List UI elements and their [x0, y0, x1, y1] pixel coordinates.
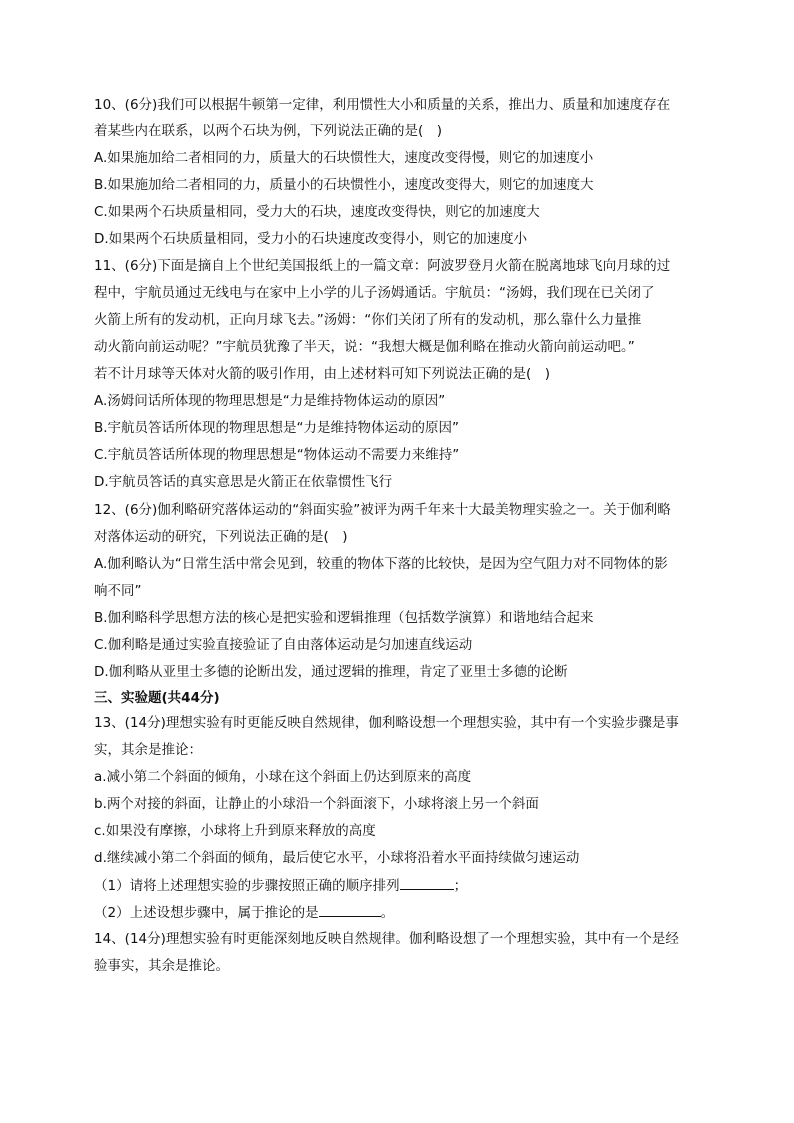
- q14-stem-line-1: 14、(14分)理想实验有时更能深刻地反映自然规律。伽利略设想了一个理想实验，其中有一个是经: [94, 931, 679, 947]
- q12-option-a-line-1: A.伽利略认为“日常生活中常会见到，较重的物体下落的比较快，是因为空气阻力对不同物体的影: [94, 556, 668, 572]
- q11-stem-line-5: 若不计月球等天体对火箭的吸引作用，由上述材料可知下列说法正确的是( ): [94, 366, 551, 382]
- q12-option-c: C.伽利略是通过实验直接验证了自由落体运动是匀加速直线运动: [94, 637, 473, 653]
- q12-stem-line-1: 12、(6分)伽利略研究落体运动的“斜面实验”被评为两千年来十大最美物理实验之一。关于伽利略: [94, 502, 671, 518]
- q11-stem-line-1: 11、(6分)下面是摘自上个世纪美国报纸上的一篇文章：阿波罗登月火箭在脱离地球飞向月球的过: [94, 258, 671, 274]
- q10-stem-line-1: 10、(6分)我们可以根据牛顿第一定律，利用惯性大小和质量的关系，推出力、质量和加速度存在: [94, 97, 671, 113]
- q13-sub-question-1: [94, 875, 467, 896]
- q11-stem-line-2: 程中，宇航员通过无线电与在家中上小学的儿子汤姆通话。宇航员：“汤姆，我们现在已关闭了: [94, 285, 655, 301]
- q13-step-a: a.减小第二个斜面的倾角，小球在这个斜面上仍达到原来的高度: [94, 769, 472, 785]
- q11-option-c: C.宇航员答话所体现的物理思想是“物体运动不需要力来维持”: [94, 447, 460, 463]
- q13-sub2-answer-blank[interactable]: [319, 902, 381, 917]
- q12-option-a-line-2: 响不同”: [94, 583, 142, 599]
- q13-sub1-prefix: （1）请将上述理想实验的步骤按照正确的顺序排列: [94, 878, 400, 894]
- q13-step-b: b.两个对接的斜面，让静止的小球沿一个斜面滚下，小球将滚上另一个斜面: [94, 796, 539, 812]
- q13-sub1-answer-blank[interactable]: [400, 875, 454, 890]
- q13-sub1-suffix: ；: [453, 878, 468, 894]
- q13-stem-line-2: 实，其余是推论：: [94, 742, 202, 758]
- q10-stem-line-2: 着某些内在联系，以两个石块为例，下列说法正确的是( ): [94, 123, 443, 139]
- q10-option-b: B.如果施加给二者相同的力，质量小的石块惯性小，速度改变得大，则它的加速度大: [94, 177, 594, 193]
- q11-option-d: D.宇航员答话的真实意思是火箭正在依靠惯性飞行: [94, 474, 393, 490]
- q14-stem-line-2: 验事实，其余是推论。: [94, 958, 229, 974]
- q10-option-c: C.如果两个石块质量相同，受力大的石块，速度改变得快，则它的加速度大: [94, 204, 540, 220]
- q13-stem-line-1: 13、(14分)理想实验有时更能反映自然规律，伽利略设想一个理想实验，其中有一个实验步骤是事: [94, 715, 679, 731]
- q11-stem-line-4: 动火箭向前运动呢？”宇航员犹豫了半天，说：“我想大概是伽利略在推动火箭向前运动吧。”: [94, 339, 635, 355]
- q13-step-c: c.如果没有摩擦，小球将上升到原来释放的高度: [94, 823, 376, 839]
- q10-option-a: A.如果施加给二者相同的力，质量大的石块惯性大，速度改变得慢，则它的加速度小: [94, 150, 594, 166]
- q13-sub2-prefix: （2）上述设想步骤中，属于推论的是: [94, 905, 319, 921]
- q12-option-b: B.伽利略科学思想方法的核心是把实验和逻辑推理（包括数学演算）和谐地结合起来: [94, 610, 594, 626]
- q13-step-d: d.继续减小第二个斜面的倾角，最后使它水平，小球将沿着水平面持续做匀速运动: [94, 850, 580, 866]
- q13-sub2-suffix: 。: [380, 905, 395, 921]
- q12-option-d: D.伽利略从亚里士多德的论断出发，通过逻辑的推理，肯定了亚里士多德的论断: [94, 664, 568, 680]
- section-heading: 三、实验题(共44分): [94, 690, 220, 706]
- q12-stem-line-2: 对落体运动的研究，下列说法正确的是( ): [94, 529, 348, 545]
- q10-option-d: D.如果两个石块质量相同，受力小的石块速度改变得小，则它的加速度小: [94, 231, 528, 247]
- q11-option-b: B.宇航员答话所体现的物理思想是“力是维持物体运动的原因”: [94, 420, 460, 436]
- q13-sub-question-2: [94, 902, 394, 923]
- q11-option-a: A.汤姆问话所体现的物理思想是“力是维持物体运动的原因”: [94, 393, 446, 409]
- q11-stem-line-3: 火箭上所有的发动机，正向月球飞去。”汤姆：“你们关闭了所有的发动机，那么靠什么力量推: [94, 312, 642, 328]
